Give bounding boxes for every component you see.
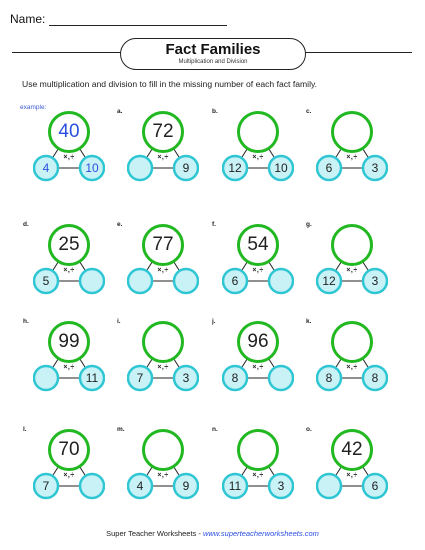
problem-label: d. <box>23 221 29 228</box>
factor-circle-left: 7 <box>42 479 50 493</box>
fact-family-problem <box>23 221 105 301</box>
operator-label: ×,÷ <box>346 154 358 161</box>
footer-text: Super Teacher Worksheets - <box>106 529 203 538</box>
factor-circle-right: 3 <box>182 371 190 385</box>
problem-label: a. <box>117 108 123 115</box>
title-banner <box>120 38 306 70</box>
footer-url: www.superteacherworksheets.com <box>202 529 319 538</box>
factor-circle-right: 3 <box>371 161 379 175</box>
operator-label: ×,÷ <box>252 364 264 371</box>
fact-family-problem <box>117 318 199 398</box>
fact-family-problem <box>306 221 388 301</box>
product-circle: 25 <box>58 234 80 255</box>
product-circle[interactable] <box>331 224 373 266</box>
factor-circle-left: 8 <box>325 371 333 385</box>
fact-family-problem <box>306 108 388 188</box>
product-circle[interactable] <box>331 111 373 153</box>
operator-label: ×,÷ <box>157 154 169 161</box>
instructions: Use multiplication and division to fill in the missing number of each fact family. <box>22 79 318 89</box>
factor-circle-left[interactable] <box>316 473 342 499</box>
name-row <box>10 12 227 26</box>
operator-label: ×,÷ <box>346 472 358 479</box>
operator-label: ×,÷ <box>346 267 358 274</box>
product-circle: 42 <box>341 439 363 460</box>
factor-circle-left: 7 <box>136 371 144 385</box>
product-circle[interactable] <box>237 429 279 471</box>
operator-label: ×,÷ <box>252 472 264 479</box>
fact-family-problem <box>212 108 294 188</box>
factor-circle-left[interactable] <box>33 365 59 391</box>
problem-label: m. <box>117 426 125 433</box>
factor-circle-left: 11 <box>228 479 242 493</box>
fact-family-problem <box>306 318 388 398</box>
product-circle[interactable] <box>237 111 279 153</box>
factor-circle-right: 3 <box>371 274 379 288</box>
factor-circle-right[interactable] <box>173 268 199 294</box>
problem-label: k. <box>306 318 312 325</box>
problem-label: f. <box>212 221 216 228</box>
product-circle: 54 <box>247 234 269 255</box>
product-circle[interactable] <box>142 429 184 471</box>
factor-circle-left: 4 <box>136 479 144 493</box>
factor-circle-right[interactable] <box>268 268 294 294</box>
fact-family-problem <box>23 426 105 506</box>
factor-circle-left[interactable] <box>127 155 153 181</box>
name-label: Name: <box>10 12 46 26</box>
problem-label: n. <box>212 426 218 433</box>
problem-label: e. <box>117 221 123 228</box>
problem-label: o. <box>306 426 312 433</box>
factor-circle-left: 12 <box>228 161 242 175</box>
problem-label: example: <box>20 104 47 111</box>
footer <box>0 529 425 538</box>
factor-circle-right[interactable] <box>79 473 105 499</box>
factor-circle-right[interactable] <box>268 365 294 391</box>
operator-label: ×,÷ <box>157 267 169 274</box>
operator-label: ×,÷ <box>252 154 264 161</box>
fact-family-problem <box>117 108 199 188</box>
factor-circle-right: 10 <box>274 161 288 175</box>
product-circle: 77 <box>152 234 174 255</box>
factor-circle-left: 8 <box>231 371 239 385</box>
fact-family-problem <box>212 221 294 301</box>
problem-label: i. <box>117 318 121 325</box>
operator-label: ×,÷ <box>346 364 358 371</box>
factor-circle-left: 4 <box>42 161 50 175</box>
factor-circle-right: 6 <box>371 479 379 493</box>
product-circle: 72 <box>152 121 174 142</box>
operator-label: ×,÷ <box>252 267 264 274</box>
factor-circle-right: 9 <box>182 479 190 493</box>
problem-label: h. <box>23 318 29 325</box>
fact-family-problem <box>212 426 294 506</box>
fact-family-problem <box>23 318 105 398</box>
fact-family-problem <box>212 318 294 398</box>
factor-circle-left: 5 <box>42 274 50 288</box>
problem-label: g. <box>306 221 312 228</box>
factor-circle-right[interactable] <box>79 268 105 294</box>
problem-label: b. <box>212 108 218 115</box>
problem-label: j. <box>212 318 216 325</box>
factor-circle-left[interactable] <box>127 268 153 294</box>
factor-circle-right: 8 <box>371 371 379 385</box>
factor-circle-left: 6 <box>325 161 333 175</box>
factor-circle-right: 10 <box>85 161 99 175</box>
product-circle: 70 <box>58 439 80 460</box>
page-subtitle: Multiplication and Division <box>178 59 248 65</box>
fact-family-problem <box>117 221 199 301</box>
product-circle: 96 <box>247 331 269 352</box>
operator-label: ×,÷ <box>63 364 75 371</box>
problem-label: l. <box>23 426 27 433</box>
product-circle: 40 <box>58 121 80 142</box>
factor-circle-left: 12 <box>322 274 336 288</box>
factor-circle-left: 6 <box>231 274 239 288</box>
product-circle[interactable] <box>331 321 373 363</box>
operator-label: ×,÷ <box>157 364 169 371</box>
operator-label: ×,÷ <box>63 267 75 274</box>
operator-label: ×,÷ <box>157 472 169 479</box>
name-field[interactable] <box>49 13 227 26</box>
operator-label: ×,÷ <box>63 154 75 161</box>
product-circle: 99 <box>58 331 80 352</box>
factor-circle-right: 11 <box>85 371 99 385</box>
example-fact-family <box>20 104 105 188</box>
fact-family-problem <box>306 426 388 506</box>
product-circle[interactable] <box>142 321 184 363</box>
fact-family-problem <box>117 426 199 506</box>
page-title: Fact Families <box>165 41 261 58</box>
problem-label: c. <box>306 108 312 115</box>
operator-label: ×,÷ <box>63 472 75 479</box>
factor-circle-right: 9 <box>182 161 190 175</box>
factor-circle-right: 3 <box>277 479 285 493</box>
